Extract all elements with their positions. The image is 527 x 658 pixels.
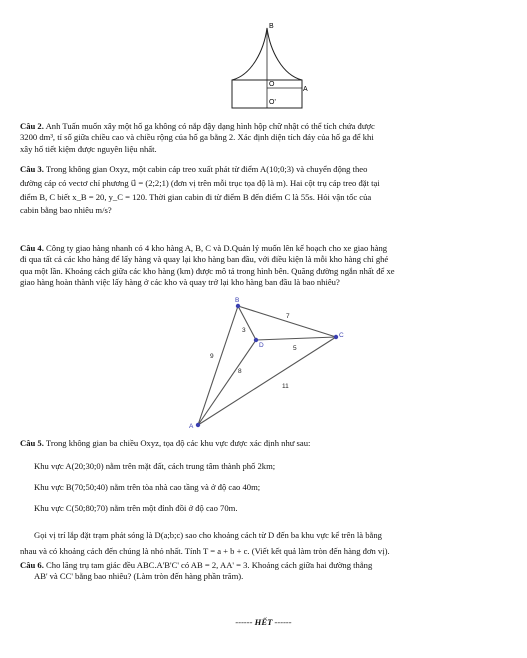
node-label-a: A [189, 423, 194, 430]
label-a: A [303, 86, 308, 93]
node-label-b: B [235, 297, 240, 304]
warehouse-graph [180, 296, 350, 431]
q4-line2: đi qua tất cả các kho hàng để lấy hàng và quay lại kho hàng ban đầu, với điều kiện là mỗi kho hàng chỉ ghé [20, 254, 389, 265]
edge-label-ad: 8 [238, 368, 242, 375]
edge-ad [198, 340, 256, 425]
q2-line2: 3200 dm³, tỉ số giữa chiều cao và chiều rộng của hố ga bằng 2. Xác định diện tích đáy của hố ga để khi [20, 132, 374, 143]
q3-line1: Câu 3. Trong không gian Oxyz, một cabin cáp treo xuất phát từ điểm A(10;0;3) và chuyển động theo [20, 164, 368, 174]
q3-line4: cabin bằng bao nhiêu m/s? [20, 205, 112, 216]
cross-section-figure [222, 20, 308, 112]
q2-line3: xây hố tiết kiệm được nguyên liệu nhất. [20, 143, 157, 154]
edge-label-ab: 9 [210, 353, 214, 360]
node-label-d: D [259, 342, 264, 349]
edge-label-bd: 3 [242, 327, 246, 334]
node-a [196, 423, 200, 427]
node-d [254, 338, 258, 342]
node-c [334, 335, 338, 339]
question-5 [20, 438, 512, 449]
q5-area-c: Khu vực C(50;80;70) nằm trên một đỉnh đồi ở độ cao 70m. [34, 503, 238, 513]
edge-bc [238, 306, 336, 337]
q3-line3: điểm B, C biết x_B = 20, y_C = 120. Thời gian cabin đi từ điểm B đến điểm C là 55s. Hỏi vận tốc của [20, 191, 372, 202]
node-b [236, 304, 240, 308]
question-6 [20, 560, 512, 583]
question-2 [20, 121, 512, 155]
q5-area-b: Khu vực B(70;50;40) nằm trên tòa nhà cao tầng và ở độ cao 40m; [34, 482, 261, 492]
q5-line1: Câu 5. Trong không gian ba chiều Oxyz, tọa độ các khu vực được xác định như sau: [20, 438, 311, 448]
edge-dc [256, 337, 336, 340]
question-4 [20, 243, 512, 289]
edge-label-dc: 5 [293, 345, 297, 352]
q4-line4: giao hàng hoàn thành việc lấy hàng ở các kho và quay trở lại kho hàng ban đầu là bao nhiêu? [20, 277, 340, 288]
q4-line1: Câu 4. Công ty giao hàng nhanh có 4 kho hàng A, B, C và D.Quản lý muốn lên kế hoạch cho xe giao hàng [20, 243, 388, 253]
label-o: O [269, 81, 275, 88]
edge-label-bc: 7 [286, 313, 290, 320]
edge-ac [198, 337, 336, 425]
q2-line1: Câu 2. Anh Tuấn muốn xây một hố ga không có nắp đậy dạng hình hộp chữ nhật có thể tích chứa được [20, 121, 375, 131]
q3-line2: đường cáp có vectơ chỉ phương u⃗ = (2;2;1) (đơn vị trên mỗi trục tọa độ là m). Hai cột trụ cáp treo đặt tại [20, 177, 380, 188]
node-label-c: C [339, 332, 344, 339]
edge-ab [198, 306, 238, 425]
q6-line1: Câu 6. Cho lăng trụ tam giác đều ABC.A'B'C' có AB = 2, AA' = 3. Khoảng cách giữa hai đường thẳng [20, 560, 373, 570]
q6-line2: AB' và CC' bằng bao nhiêu? (Làm tròn đến hàng phần trăm). [34, 571, 244, 582]
q5-area-a: Khu vực A(20;30;0) nằm trên mặt đất, cách trung tâm thành phố 2km; [34, 461, 276, 471]
label-b: B [269, 23, 274, 30]
q5-line3: nhau và có khoảng cách đến chúng là nhỏ nhất. Tính T = a + b + c. (Viết kết quả làm tròn đến hàng đơn vị). [20, 546, 390, 557]
question-3 [20, 163, 512, 218]
label-o-prime: O' [269, 99, 276, 106]
q5-conclusion [20, 527, 512, 560]
end-marker: ------ HẾT ------ [235, 617, 292, 627]
q4-line3: qua một lần. Khoảng cách giữa các kho hàng (km) được mô tả trong hình bên. Quãng đường ngắn nhất để xe [20, 265, 395, 276]
edge-label-ac: 11 [282, 383, 289, 390]
q5-line2: Gọi vị trí lắp đặt trạm phát sóng là D(a;b;c) sao cho khoảng cách từ D đến ba khu vực kể trên là bằng [34, 530, 382, 540]
